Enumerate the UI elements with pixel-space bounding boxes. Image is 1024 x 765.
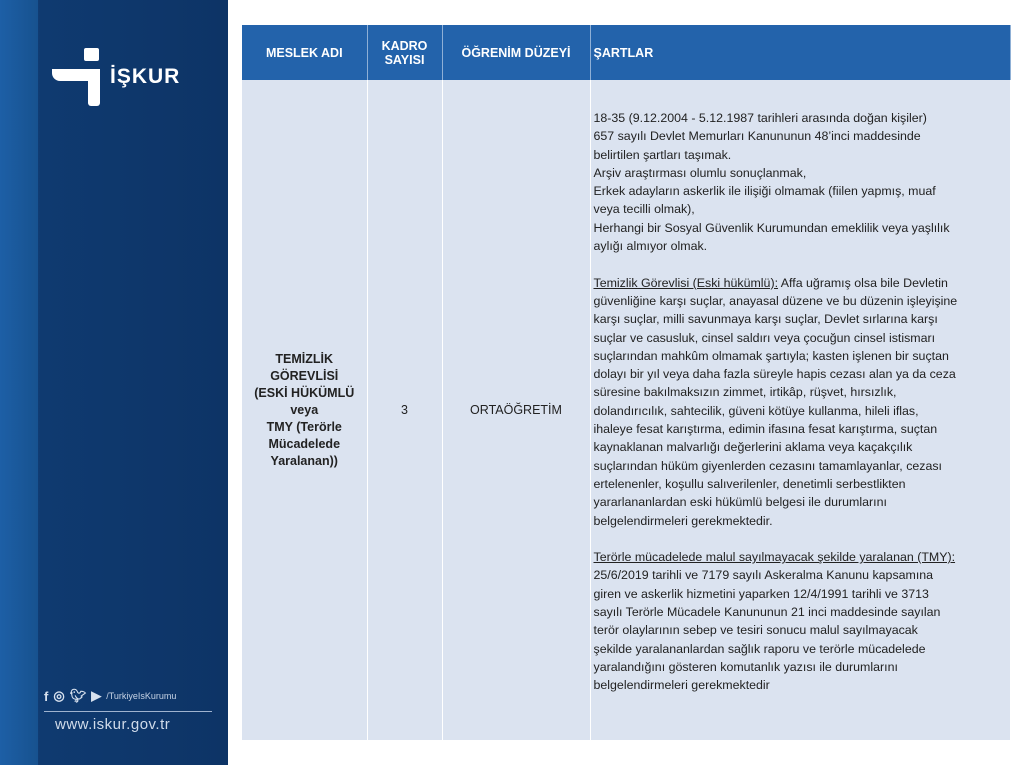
text-line: TMY (Terörle <box>266 419 342 434</box>
general-conditions <box>594 109 1008 255</box>
text-line: dolayı bir yıl veya daha fazla süreyle hapis cezası alan ya da ceza <box>593 367 956 382</box>
text-line: yararlananlardan eski hükümlü belgesi ile durumlarını <box>593 495 887 510</box>
text-line: Affa uğramış olsa bile Devletin <box>778 275 948 290</box>
eski-title: Temizlik Görevlisi (Eski hükümlü): <box>593 275 779 290</box>
text-line: Arşiv araştırması olumlu sonuçlanmak, <box>593 165 807 180</box>
text-line: ertelenenler, koşullu salıverilenler, denetimli serbestlikten <box>593 476 906 491</box>
text-line: TEMİZLİK <box>275 351 334 366</box>
facebook-icon[interactable]: f <box>44 688 49 704</box>
iskur-logo <box>52 48 212 108</box>
text-line: belgelendirmeleri gerekmektedir <box>593 678 770 693</box>
text-line: süresine bakılmaksızın zimmet, irtikâp, rüşvet, hırsızlık, <box>593 385 897 400</box>
text-line: karşı suçlar, milli savunmaya karşı suçlar, Devlet sırlarına karşı <box>593 312 938 327</box>
text-line: kaynaklanan malvarlığı değerlerini aklama veya kaçakçılık <box>593 440 913 455</box>
text-line: sayılı Terörle Mücadele Kanununun 21 inci maddesinde sayılan <box>593 605 941 620</box>
logo-text: İŞKUR <box>110 65 181 88</box>
sidebar-banner <box>0 0 228 765</box>
header-sartlar: ŞARTLAR <box>590 25 1010 80</box>
text-line: suçlar ve casusluk, cinsel saldırı veya çocuğun cinsel istismarı <box>593 330 936 345</box>
youtube-icon[interactable]: ▶ <box>91 688 102 703</box>
social-handle: /TurkiyeIsKurumu <box>106 691 177 701</box>
text-line: veya <box>290 402 319 417</box>
website-link[interactable]: www.iskur.gov.tr <box>55 716 171 733</box>
text-line: 657 sayılı Devlet Memurları Kanununun 48’inci maddesinde <box>593 129 921 144</box>
header-kadro: KADRO SAYISI <box>367 25 442 80</box>
social-links <box>44 688 176 704</box>
text-line: belgelendirmeleri gerekmektedir. <box>593 513 773 528</box>
text-line: yaralandığını gösteren komutanlık yazısı ile durumlarını <box>593 659 898 674</box>
text-line: suçlarından hüküm giyenlerden cezasını tamamlayanlar, cezası <box>593 458 942 473</box>
tmy-title: Terörle mücadelede malul sayılmayacak şekilde yaralanan (TMY): <box>593 550 956 565</box>
text-line: dolandırıcılık, sahtecilik, güveni kötüye kullanma, hileli iflas, <box>593 403 919 418</box>
text-line: terör olaylarının sebep ve tesiri sonucu malul sayılmayacak <box>593 623 918 638</box>
eski-hukumlu-conditions <box>594 274 1008 530</box>
text-line: güvenliğine karşı suçlar, anayasal düzene ve bu düzenin işleyişine <box>593 293 958 308</box>
table-row <box>242 80 1010 740</box>
text-line: veya tecilli olmak), <box>593 202 695 217</box>
meslek-cell <box>242 80 367 740</box>
job-table <box>242 25 1011 740</box>
text-line: Yaralanan)) <box>270 453 338 468</box>
text-line: 18-35 (9.12.2004 - 5.12.1987 tarihleri arasında doğan kişiler) <box>593 111 927 125</box>
text-line: suçlarından mahkûm olmamak şartıyla; kasten işlenen bir suçtan <box>593 348 949 363</box>
header-meslek: MESLEK ADI <box>242 25 367 80</box>
ogrenim-cell: ORTAÖĞRETİM <box>442 80 590 740</box>
text-line: ihaleye fesat karıştırma, edimin ifasına fesat karıştırma, suçtan <box>593 422 938 437</box>
divider <box>44 711 212 712</box>
sartlar-cell <box>590 80 1010 740</box>
text-line: belirtilen şartları taşımak. <box>593 147 732 162</box>
kadro-cell: 3 <box>367 80 442 740</box>
tmy-conditions <box>594 548 1008 694</box>
text-line: GÖREVLİSİ <box>270 368 339 383</box>
twitter-icon[interactable]: 🐦︎ <box>69 688 87 703</box>
text-line: giren ve askerlik hizmetini yaparken 12/4/1991 tarihli ve 3713 <box>593 586 929 601</box>
text-line: Herhangi bir Sosyal Güvenlik Kurumundan emeklilik veya yaşlılık <box>593 220 950 235</box>
text-line: Mücadelede <box>268 436 341 451</box>
text-line: (ESKİ HÜKÜMLÜ <box>254 385 355 400</box>
sidebar-edge <box>0 0 38 765</box>
text-line: Erkek adayların askerlik ile ilişiği olmamak (fiilen yapmış, muaf <box>593 184 936 199</box>
table-header <box>242 25 1010 80</box>
instagram-icon[interactable]: ◎ <box>53 688 65 703</box>
text-line: aylığı almıyor olmak. <box>593 239 708 254</box>
text-line: 25/6/2019 tarihli ve 7179 sayılı Askeralma Kanunu kapsamına <box>593 568 934 583</box>
text-line: şekilde yaralananlardan sağlık raporu ve terörle mücadelede <box>593 641 926 656</box>
header-ogrenim: ÖĞRENİM DÜZEYİ <box>442 25 590 80</box>
